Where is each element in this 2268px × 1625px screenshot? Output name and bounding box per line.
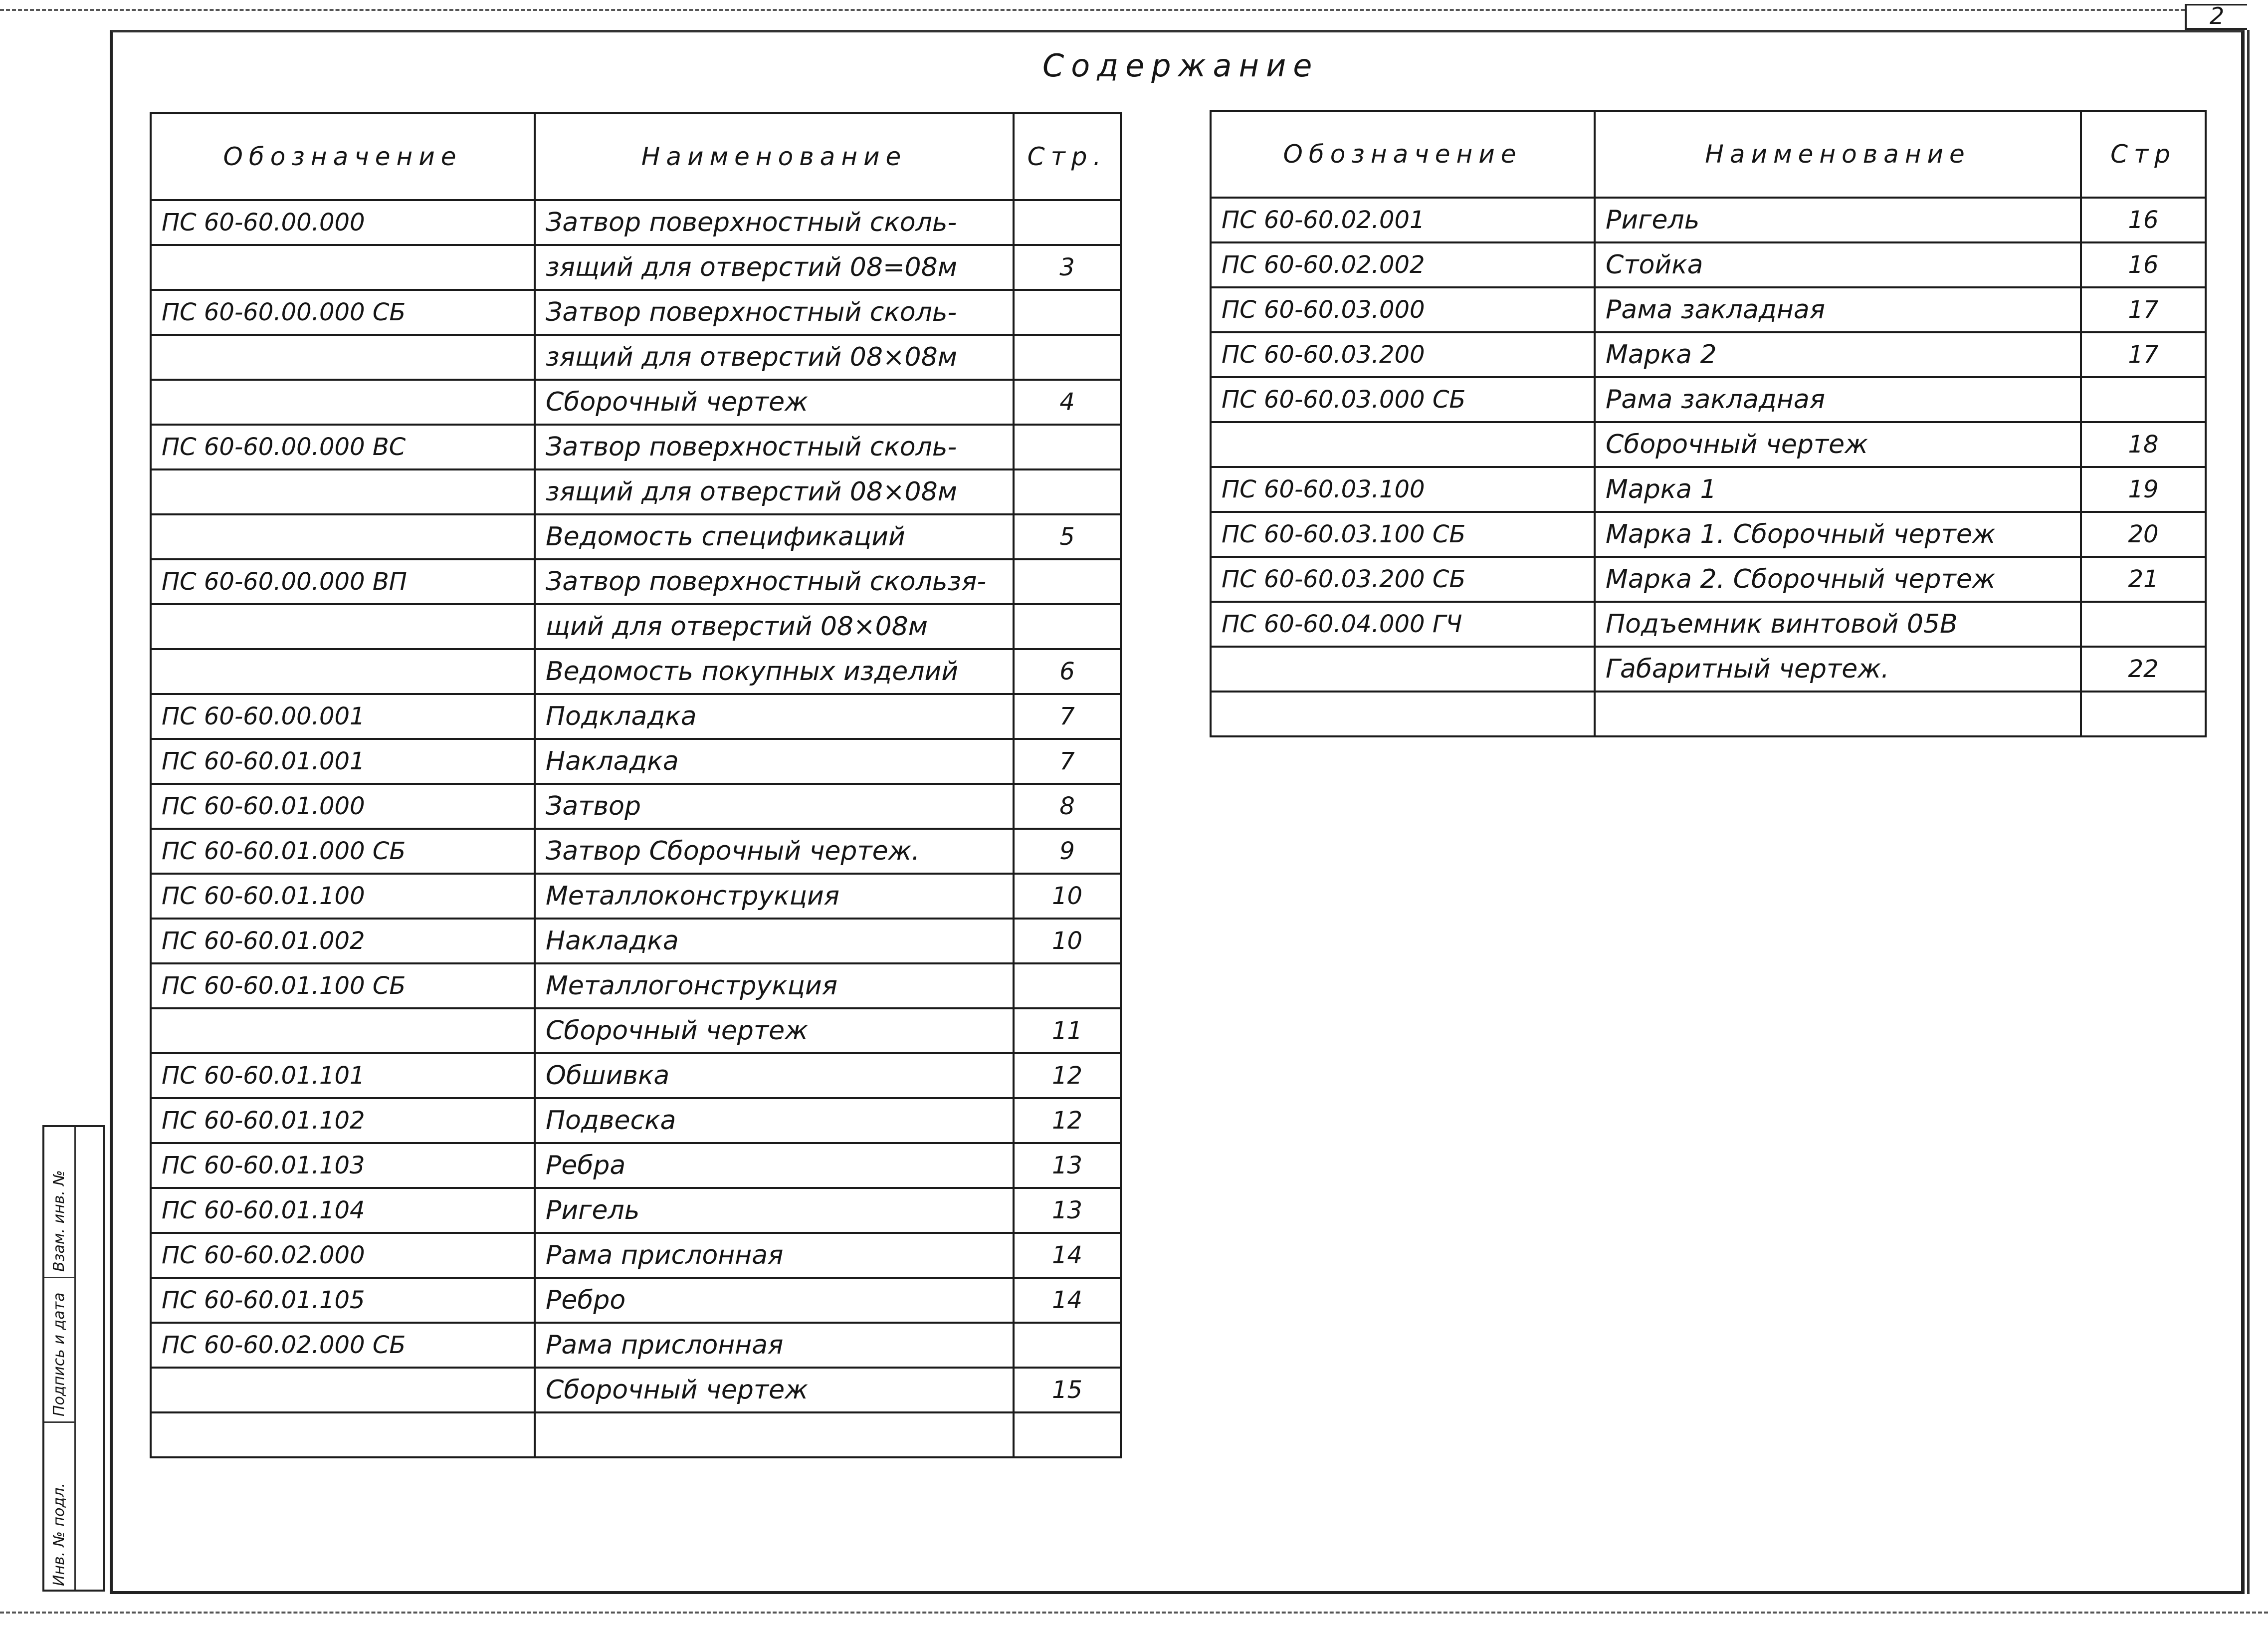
designation-cell (1211, 422, 1595, 467)
header-name: Наименование (1595, 111, 2081, 198)
table-row (151, 514, 1121, 559)
page-cell (1014, 963, 1121, 1008)
designation-cell: ПС 60-60.01.100 СБ (151, 963, 535, 1008)
page-cell (1014, 425, 1121, 469)
table-header-row (151, 113, 1121, 200)
page-cell: 18 (2081, 422, 2206, 467)
name-cell: Затвор Сборочный чертеж. (535, 829, 1014, 874)
page-cell: 16 (2081, 198, 2206, 242)
table-row (151, 335, 1121, 380)
table-row (151, 963, 1121, 1008)
table-row (1211, 287, 2206, 332)
page-cell: 12 (1014, 1098, 1121, 1143)
table-row (1211, 602, 2206, 647)
designation-cell: ПС 60-60.01.000 СБ (151, 829, 535, 874)
table-row (151, 919, 1121, 963)
page-cell: 11 (1014, 1008, 1121, 1053)
frame-outer-edge (2247, 30, 2250, 1594)
table-row (1211, 332, 2206, 377)
designation-cell: ПС 60-60.00.000 ВП (151, 559, 535, 604)
name-cell: Подъемник винтовой 05В (1595, 602, 2081, 647)
page-cell: 14 (1014, 1278, 1121, 1323)
designation-cell: ПС 60-60.00.000 (151, 200, 535, 245)
name-cell: Сборочный чертеж (535, 1368, 1014, 1412)
page-cell: 10 (1014, 874, 1121, 919)
designation-cell: ПС 60-60.02.000 (151, 1233, 535, 1278)
stamp-label-replacement: Взам. инв. № (50, 1170, 68, 1272)
table-row (151, 1098, 1121, 1143)
table-row (151, 874, 1121, 919)
name-cell: зящий для отверстий 08×08м (535, 469, 1014, 514)
table-row (151, 469, 1121, 514)
table-row (1211, 467, 2206, 512)
designation-cell: ПС 60-60.01.102 (151, 1098, 535, 1143)
page-cell (2081, 692, 2206, 736)
name-cell: Металлогонструкция (535, 963, 1014, 1008)
name-cell: Сборочный чертеж (535, 380, 1014, 425)
page-cell (1014, 604, 1121, 649)
stamp-separator (44, 1421, 74, 1423)
page-cell: 16 (2081, 242, 2206, 287)
designation-cell (151, 649, 535, 694)
bottom-trim-line (0, 1612, 2268, 1614)
designation-cell (151, 469, 535, 514)
page-cell (1014, 469, 1121, 514)
name-cell: Рама закладная (1595, 287, 2081, 332)
table-row (151, 200, 1121, 245)
designation-cell (151, 1008, 535, 1053)
table-row (151, 1233, 1121, 1278)
table-row (151, 604, 1121, 649)
header-page: Стр (2081, 111, 2206, 198)
page-cell (2081, 377, 2206, 422)
page-cell: 19 (2081, 467, 2206, 512)
table-row (151, 380, 1121, 425)
page-cell (1014, 200, 1121, 245)
table-row (151, 1323, 1121, 1368)
table-row (151, 739, 1121, 784)
name-cell: Затвор поверхностный сколь- (535, 290, 1014, 335)
page-cell: 15 (1014, 1368, 1121, 1412)
top-trim-line (0, 9, 2185, 11)
designation-cell (151, 335, 535, 380)
name-cell: Сборочный чертеж (1595, 422, 2081, 467)
table-row (151, 1053, 1121, 1098)
name-cell: Ведомость покупных изделий (535, 649, 1014, 694)
page-cell: 20 (2081, 512, 2206, 557)
table-header-row (1211, 111, 2206, 198)
designation-cell (1211, 647, 1595, 692)
designation-cell (151, 380, 535, 425)
page-cell: 21 (2081, 557, 2206, 602)
table-row (151, 1412, 1121, 1457)
designation-cell: ПС 60-60.01.000 (151, 784, 535, 829)
page-cell: 4 (1014, 380, 1121, 425)
table-row (151, 1188, 1121, 1233)
page-cell: 8 (1014, 784, 1121, 829)
page-cell: 5 (1014, 514, 1121, 559)
designation-cell: ПС 60-60.01.103 (151, 1143, 535, 1188)
designation-cell: ПС 60-60.01.101 (151, 1053, 535, 1098)
table-row (1211, 422, 2206, 467)
name-cell: Сборочный чертеж (535, 1008, 1014, 1053)
page-cell (2081, 602, 2206, 647)
designation-cell: ПС 60-60.03.000 (1211, 287, 1595, 332)
designation-cell (151, 604, 535, 649)
table-row (151, 559, 1121, 604)
header-name: Наименование (535, 113, 1014, 200)
name-cell: Ребра (535, 1143, 1014, 1188)
name-cell: Обшивка (535, 1053, 1014, 1098)
name-cell: Затвор поверхностный скользя- (535, 559, 1014, 604)
table-row (151, 245, 1121, 290)
name-cell: Марка 1. Сборочный чертеж (1595, 512, 2081, 557)
designation-cell: ПС 60-60.00.000 ВС (151, 425, 535, 469)
name-cell: щий для отверстий 08×08м (535, 604, 1014, 649)
designation-cell (151, 1368, 535, 1412)
page-cell (1014, 335, 1121, 380)
page-cell: 22 (2081, 647, 2206, 692)
name-cell: Подкладка (535, 694, 1014, 739)
designation-cell (151, 1412, 535, 1457)
name-cell: Ребро (535, 1278, 1014, 1323)
name-cell: Затвор поверхностный сколь- (535, 425, 1014, 469)
contents-table-right (1210, 110, 2207, 737)
page-cell: 14 (1014, 1233, 1121, 1278)
name-cell: Стойка (1595, 242, 2081, 287)
name-cell: Ригель (1595, 198, 2081, 242)
page-cell (1014, 1412, 1121, 1457)
name-cell: Марка 2. Сборочный чертеж (1595, 557, 2081, 602)
designation-cell: ПС 60-60.03.100 СБ (1211, 512, 1595, 557)
table-row (151, 649, 1121, 694)
designation-cell: ПС 60-60.04.000 ГЧ (1211, 602, 1595, 647)
contents-table-left (150, 112, 1122, 1458)
designation-cell: ПС 60-60.02.000 СБ (151, 1323, 535, 1368)
name-cell: Затвор поверхностный сколь- (535, 200, 1014, 245)
name-cell: Ведомость спецификаций (535, 514, 1014, 559)
designation-cell: ПС 60-60.01.001 (151, 739, 535, 784)
table-row (1211, 557, 2206, 602)
page-cell (1014, 290, 1121, 335)
name-cell: Рама прислонная (535, 1233, 1014, 1278)
name-cell: зящий для отверстий 08×08м (535, 335, 1014, 380)
page-cell: 17 (2081, 332, 2206, 377)
name-cell: Металлоконструкция (535, 874, 1014, 919)
stamp-label-inventory: Инв. № подл. (50, 1483, 68, 1586)
stamp-separator (44, 1277, 74, 1278)
side-stamp (42, 1125, 105, 1592)
table-row (1211, 512, 2206, 557)
name-cell: Затвор (535, 784, 1014, 829)
table-row (151, 1368, 1121, 1412)
page-cell: 6 (1014, 649, 1121, 694)
page-cell: 12 (1014, 1053, 1121, 1098)
name-cell: зящий для отверстий 08=08м (535, 245, 1014, 290)
designation-cell: ПС 60-60.02.001 (1211, 198, 1595, 242)
name-cell: Накладка (535, 739, 1014, 784)
table-row (151, 1278, 1121, 1323)
designation-cell: ПС 60-60.00.000 СБ (151, 290, 535, 335)
name-cell (1595, 692, 2081, 736)
table-row (151, 1143, 1121, 1188)
page-cell: 13 (1014, 1143, 1121, 1188)
header-designation: Обозначение (151, 113, 535, 200)
table-row (151, 290, 1121, 335)
designation-cell: ПС 60-60.01.002 (151, 919, 535, 963)
table-row (1211, 692, 2206, 736)
table-row (1211, 242, 2206, 287)
table-row (1211, 647, 2206, 692)
table-row (151, 829, 1121, 874)
table-row (151, 425, 1121, 469)
name-cell: Марка 2 (1595, 332, 2081, 377)
designation-cell: ПС 60-60.02.002 (1211, 242, 1595, 287)
name-cell: Марка 1 (1595, 467, 2081, 512)
table-row (151, 694, 1121, 739)
name-cell: Габаритный чертеж. (1595, 647, 2081, 692)
page-cell: 3 (1014, 245, 1121, 290)
page-cell: 9 (1014, 829, 1121, 874)
designation-cell: ПС 60-60.01.100 (151, 874, 535, 919)
designation-cell: ПС 60-60.01.104 (151, 1188, 535, 1233)
name-cell: Рама закладная (1595, 377, 2081, 422)
designation-cell: ПС 60-60.00.001 (151, 694, 535, 739)
designation-cell: ПС 60-60.03.200 (1211, 332, 1595, 377)
name-cell: Подвеска (535, 1098, 1014, 1143)
table-row (151, 1008, 1121, 1053)
name-cell: Накладка (535, 919, 1014, 963)
header-page: Стр. (1014, 113, 1121, 200)
page-cell: 7 (1014, 694, 1121, 739)
designation-cell (1211, 692, 1595, 736)
designation-cell (151, 514, 535, 559)
name-cell (535, 1412, 1014, 1457)
page-title: Содержание (1042, 47, 1319, 84)
page-cell: 10 (1014, 919, 1121, 963)
page-cell: 13 (1014, 1188, 1121, 1233)
page-cell: 17 (2081, 287, 2206, 332)
table-row (1211, 377, 2206, 422)
designation-cell (151, 245, 535, 290)
table-row (1211, 198, 2206, 242)
designation-cell: ПС 60-60.01.105 (151, 1278, 535, 1323)
table-row (151, 784, 1121, 829)
name-cell: Ригель (535, 1188, 1014, 1233)
designation-cell: ПС 60-60.03.000 СБ (1211, 377, 1595, 422)
designation-cell: ПС 60-60.03.200 СБ (1211, 557, 1595, 602)
page-cell (1014, 559, 1121, 604)
page-number: 2 (2210, 2, 2225, 29)
header-designation: Обозначение (1211, 111, 1595, 198)
designation-cell: ПС 60-60.03.100 (1211, 467, 1595, 512)
page-cell (1014, 1323, 1121, 1368)
page-cell: 7 (1014, 739, 1121, 784)
stamp-label-signature: Подпись и дата (50, 1292, 68, 1416)
name-cell: Рама прислонная (535, 1323, 1014, 1368)
